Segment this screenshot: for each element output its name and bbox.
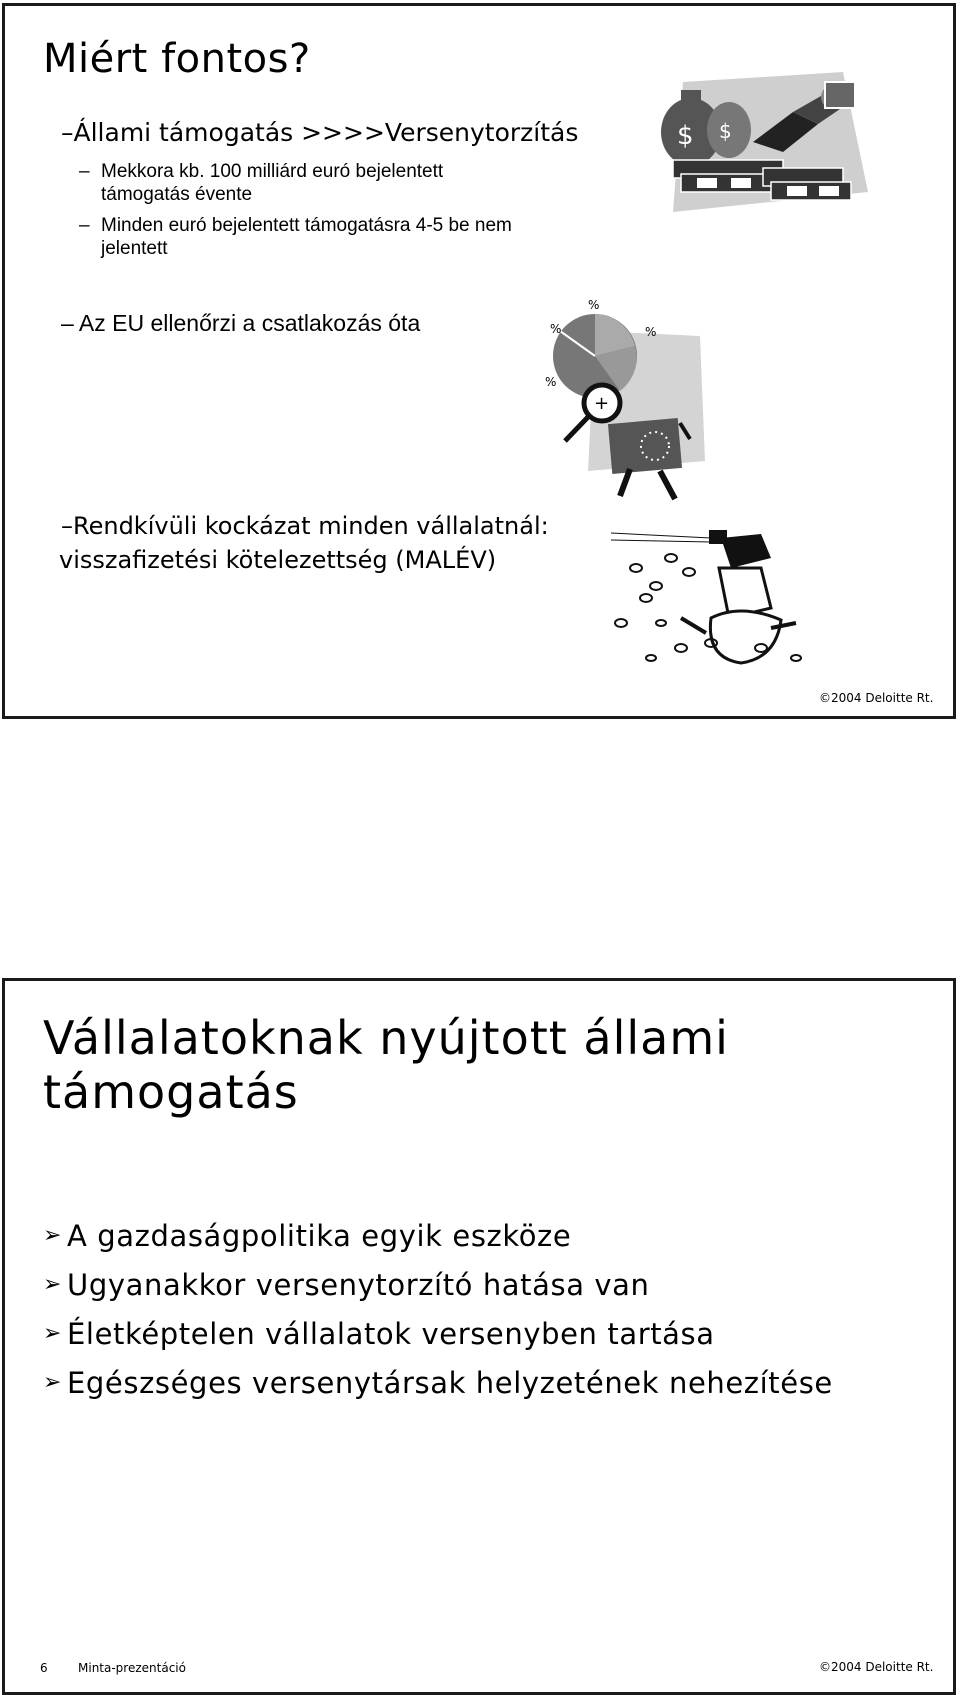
bullet-visszafizetesi: visszafizetési kötelezettség (MALÉV) — [59, 546, 497, 574]
list-item-text: Egészséges versenytársak helyzetének nehezítése — [67, 1365, 833, 1400]
svg-text:%: % — [645, 325, 657, 339]
bullet-allami-tamogatas: –Állami támogatás >>>>Versenytorzítás — [61, 118, 579, 147]
svg-text:%: % — [588, 298, 600, 312]
svg-text:%: % — [545, 375, 557, 389]
coins-falling-clipart-icon — [611, 528, 833, 700]
list-item-text: Ugyanakkor versenytorzító hatása van — [67, 1267, 650, 1302]
dash: – — [79, 215, 90, 236]
bullet-list — [43, 1211, 833, 1407]
arrow-bullet-icon: ➢ — [43, 1321, 63, 1346]
list-item — [43, 1260, 833, 1309]
presentation-name: Minta-prezentáció — [78, 1661, 186, 1675]
bullet-rendkivuli-kockazat: –Rendkívüli kockázat minden vállalatnál: — [61, 512, 549, 540]
svg-text:+: + — [594, 393, 610, 414]
list-item — [43, 1309, 833, 1358]
arrow-bullet-icon: ➢ — [43, 1370, 63, 1395]
bullet-eu-ellenorzi: – Az EU ellenőrzi a csatlakozás óta — [61, 310, 421, 336]
list-item — [43, 1211, 833, 1260]
slide-title-line2: támogatás — [43, 1065, 299, 1119]
sub-bullet-text: Minden euró bejelentett támogatásra 4-5 be nem — [101, 215, 512, 236]
list-item-text: Életképtelen vállalatok versenyben tartása — [67, 1316, 715, 1351]
money-clipart-icon — [653, 72, 875, 222]
sub-bullet-text-cont: támogatás évente — [101, 184, 253, 205]
copyright: ©2004 Deloitte Rt. — [819, 691, 934, 705]
svg-text:$: $ — [677, 121, 694, 151]
slide-title: Miért fontos? — [43, 36, 311, 82]
list-item — [43, 1358, 833, 1407]
arrow-bullet-icon: ➢ — [43, 1223, 63, 1248]
slide-allami-tamogatas — [2, 978, 956, 1695]
sub-bullet-text: Mekkora kb. 100 milliárd euró bejelentett — [101, 161, 444, 182]
sub-bullet-text-cont: jelentett — [101, 238, 168, 259]
slide-title-line1: Vállalatoknak nyújtott állami — [43, 1011, 729, 1065]
svg-text:$: $ — [719, 119, 732, 143]
arrow-bullet-icon: ➢ — [43, 1272, 63, 1297]
dash: – — [79, 161, 90, 182]
list-item-text: A gazdaságpolitika egyik eszköze — [67, 1218, 572, 1253]
copyright: ©2004 Deloitte Rt. — [819, 1660, 934, 1674]
sub-bullet-mekkora — [79, 160, 443, 206]
sub-bullet-minden-euro — [79, 214, 512, 260]
slide-title — [43, 1011, 729, 1119]
page-number: 6 — [40, 1661, 48, 1675]
eu-magnifier-clipart-icon — [540, 298, 710, 501]
svg-text:%: % — [550, 322, 562, 336]
slide-miert-fontos — [2, 3, 956, 719]
